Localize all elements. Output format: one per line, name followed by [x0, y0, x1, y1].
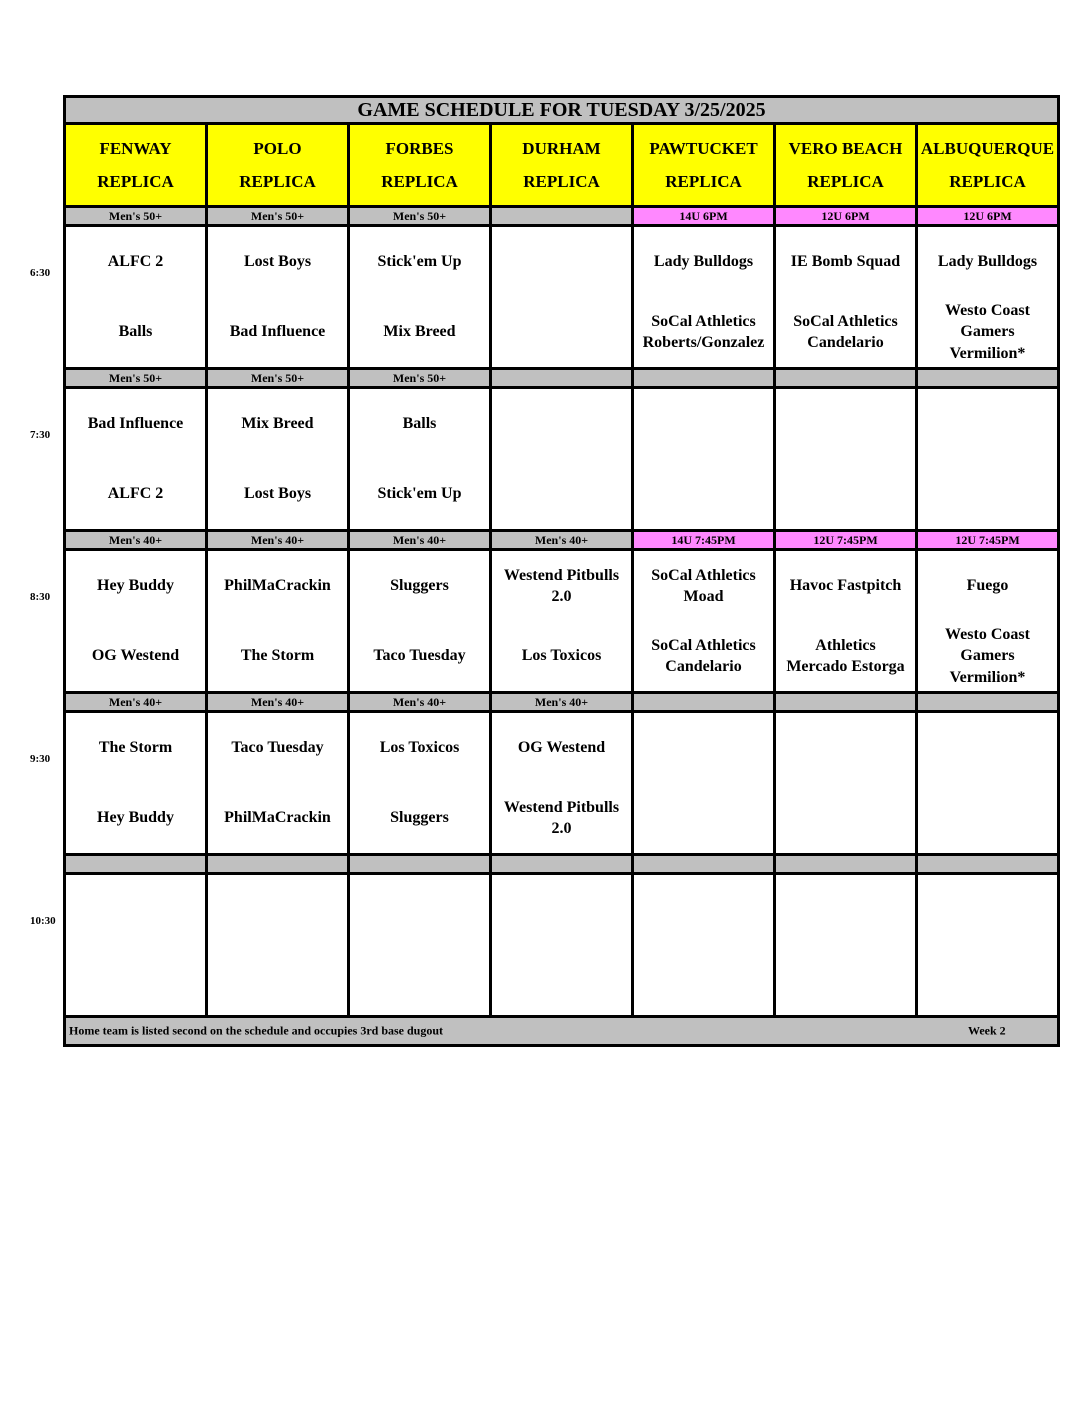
game-cell [65, 712, 207, 855]
game-cell [633, 550, 775, 693]
division-label: Men's 50+ [207, 207, 349, 226]
time-label: 9:30 [30, 753, 51, 765]
home-team: Bad Influence [229, 323, 326, 341]
empty-game-cell [917, 712, 1059, 855]
home-team: SoCal Athletics Candelario [793, 312, 898, 351]
away-team: Mix Breed [241, 415, 314, 433]
division-label: Men's 50+ [349, 207, 491, 226]
home-team: Westend Pitbulls 2.0 [503, 798, 620, 837]
division-label [633, 855, 775, 874]
division-label: 12U 6PM [775, 207, 917, 226]
field-header [917, 124, 1059, 207]
field-name: ALBUQUERQUE [920, 139, 1055, 158]
home-team: ALFC 2 [107, 485, 164, 503]
game-cell [775, 550, 917, 693]
time-label: 10:30 [30, 915, 56, 927]
footer [65, 1017, 1059, 1046]
field-header [349, 124, 491, 207]
home-team: The Storm [240, 647, 315, 665]
division-label: Men's 40+ [349, 531, 491, 550]
home-team: Westo Coast Gamers Vermilion* [945, 625, 1030, 686]
field-name: POLO [253, 139, 302, 158]
away-team: Stick'em Up [377, 253, 462, 271]
division-row [65, 207, 1059, 226]
division-label: 14U 6PM [633, 207, 775, 226]
away-team: Hey Buddy [97, 577, 174, 595]
game-cell [349, 226, 491, 369]
division-label: 14U 7:45PM [633, 531, 775, 550]
home-team: Athletics Mercado Estorga [786, 636, 905, 675]
home-team: OG Westend [91, 647, 180, 665]
empty-game-cell [491, 388, 633, 531]
game-cell [349, 388, 491, 531]
division-label [633, 693, 775, 712]
division-label [775, 369, 917, 388]
division-row [65, 369, 1059, 388]
home-team: Westo Coast Gamers Vermilion* [945, 301, 1030, 362]
home-team: Lost Boys [243, 485, 312, 503]
game-cell [207, 712, 349, 855]
home-team: Los Toxicos [521, 647, 602, 665]
page-title: GAME SCHEDULE FOR TUESDAY 3/25/2025 [65, 97, 1059, 124]
division-label [349, 855, 491, 874]
division-label [775, 855, 917, 874]
away-team: ALFC 2 [107, 253, 164, 271]
empty-game-cell [491, 874, 633, 1017]
title-row [65, 97, 1059, 124]
division-label [491, 855, 633, 874]
division-label: Men's 50+ [65, 207, 207, 226]
empty-game-cell [775, 874, 917, 1017]
empty-game-cell [775, 388, 917, 531]
away-team: Westend Pitbulls 2.0 [503, 566, 620, 605]
game-row [65, 550, 1059, 693]
home-team: Taco Tuesday [373, 647, 466, 665]
division-label [65, 855, 207, 874]
field-header [65, 124, 207, 207]
schedule-table [63, 95, 1060, 1047]
division-label [491, 369, 633, 388]
home-team: Hey Buddy [97, 809, 174, 827]
empty-game-cell [633, 712, 775, 855]
home-team: SoCal Athletics Roberts/Gonzalez [642, 312, 765, 351]
field-name: FORBES [385, 139, 454, 158]
game-cell [65, 226, 207, 369]
game-row [65, 388, 1059, 531]
game-cell [207, 388, 349, 531]
field-subtitle: REPLICA [97, 172, 174, 191]
away-team: Balls [402, 415, 437, 433]
empty-game-cell [917, 388, 1059, 531]
footer-row [65, 1017, 1059, 1046]
division-label: Men's 40+ [207, 531, 349, 550]
away-team: Bad Influence [87, 415, 184, 433]
game-cell [349, 550, 491, 693]
field-header [207, 124, 349, 207]
division-label [491, 207, 633, 226]
footer-note: Home team is listed second on the schedule and occupies 3rd base dugout [69, 1023, 444, 1038]
field-header-row [65, 124, 1059, 207]
division-label [207, 855, 349, 874]
field-subtitle: REPLICA [665, 172, 742, 191]
away-team: Los Toxicos [379, 739, 460, 757]
division-label [775, 693, 917, 712]
field-subtitle: REPLICA [949, 172, 1026, 191]
division-row [65, 531, 1059, 550]
empty-game-cell [775, 712, 917, 855]
away-team: PhilMaCrackin [224, 577, 331, 595]
away-team: OG Westend [517, 739, 606, 757]
division-label [917, 855, 1059, 874]
empty-game-cell [65, 874, 207, 1017]
division-row [65, 693, 1059, 712]
field-subtitle: REPLICA [381, 172, 458, 191]
empty-game-cell [349, 874, 491, 1017]
division-label [917, 369, 1059, 388]
game-row [65, 712, 1059, 855]
time-label: 7:30 [30, 429, 51, 441]
game-cell [207, 226, 349, 369]
time-label: 6:30 [30, 267, 51, 279]
away-team: Fuego [966, 577, 1009, 595]
home-team: Mix Breed [383, 323, 456, 341]
away-team: SoCal Athletics Moad [651, 566, 756, 605]
empty-game-cell [207, 874, 349, 1017]
game-cell [633, 226, 775, 369]
game-cell [65, 550, 207, 693]
empty-game-cell [491, 226, 633, 369]
game-cell [775, 226, 917, 369]
field-header [775, 124, 917, 207]
field-header [491, 124, 633, 207]
field-name: FENWAY [99, 139, 172, 158]
division-label: 12U 6PM [917, 207, 1059, 226]
game-cell [349, 712, 491, 855]
empty-game-cell [917, 874, 1059, 1017]
away-team: Lady Bulldogs [653, 253, 754, 271]
game-row [65, 226, 1059, 369]
field-name: VERO BEACH [788, 139, 903, 158]
division-label: Men's 40+ [65, 531, 207, 550]
division-label: Men's 40+ [491, 531, 633, 550]
division-label [633, 369, 775, 388]
home-team: PhilMaCrackin [224, 809, 331, 827]
division-label: Men's 40+ [65, 693, 207, 712]
game-cell [917, 226, 1059, 369]
division-label: Men's 50+ [207, 369, 349, 388]
field-subtitle: REPLICA [523, 172, 600, 191]
field-subtitle: REPLICA [239, 172, 316, 191]
field-header [633, 124, 775, 207]
week-label: Week 2 [968, 1023, 1006, 1038]
field-name: PAWTUCKET [649, 139, 758, 158]
home-team: SoCal Athletics Candelario [651, 636, 756, 675]
away-team: The Storm [98, 739, 173, 757]
game-cell [65, 388, 207, 531]
empty-game-cell [633, 388, 775, 531]
division-label: 12U 7:45PM [775, 531, 917, 550]
home-team: Balls [118, 323, 153, 341]
away-team: Lost Boys [243, 253, 312, 271]
division-label: 12U 7:45PM [917, 531, 1059, 550]
time-label: 8:30 [30, 591, 51, 603]
division-label [917, 693, 1059, 712]
field-subtitle: REPLICA [807, 172, 884, 191]
division-label: Men's 40+ [349, 693, 491, 712]
game-cell [491, 712, 633, 855]
away-team: Sluggers [390, 577, 449, 595]
division-label: Men's 40+ [491, 693, 633, 712]
game-cell [207, 550, 349, 693]
division-row [65, 855, 1059, 874]
home-team: Sluggers [390, 809, 449, 827]
division-label: Men's 50+ [65, 369, 207, 388]
division-label: Men's 50+ [349, 369, 491, 388]
away-team: Lady Bulldogs [937, 253, 1038, 271]
away-team: Havoc Fastpitch [789, 577, 902, 595]
home-team: Stick'em Up [377, 485, 462, 503]
game-cell [917, 550, 1059, 693]
away-team: IE Bomb Squad [790, 253, 901, 271]
field-name: DURHAM [522, 139, 601, 158]
division-label: Men's 40+ [207, 693, 349, 712]
game-row [65, 874, 1059, 1017]
empty-game-cell [633, 874, 775, 1017]
game-cell [491, 550, 633, 693]
away-team: Taco Tuesday [231, 739, 324, 757]
